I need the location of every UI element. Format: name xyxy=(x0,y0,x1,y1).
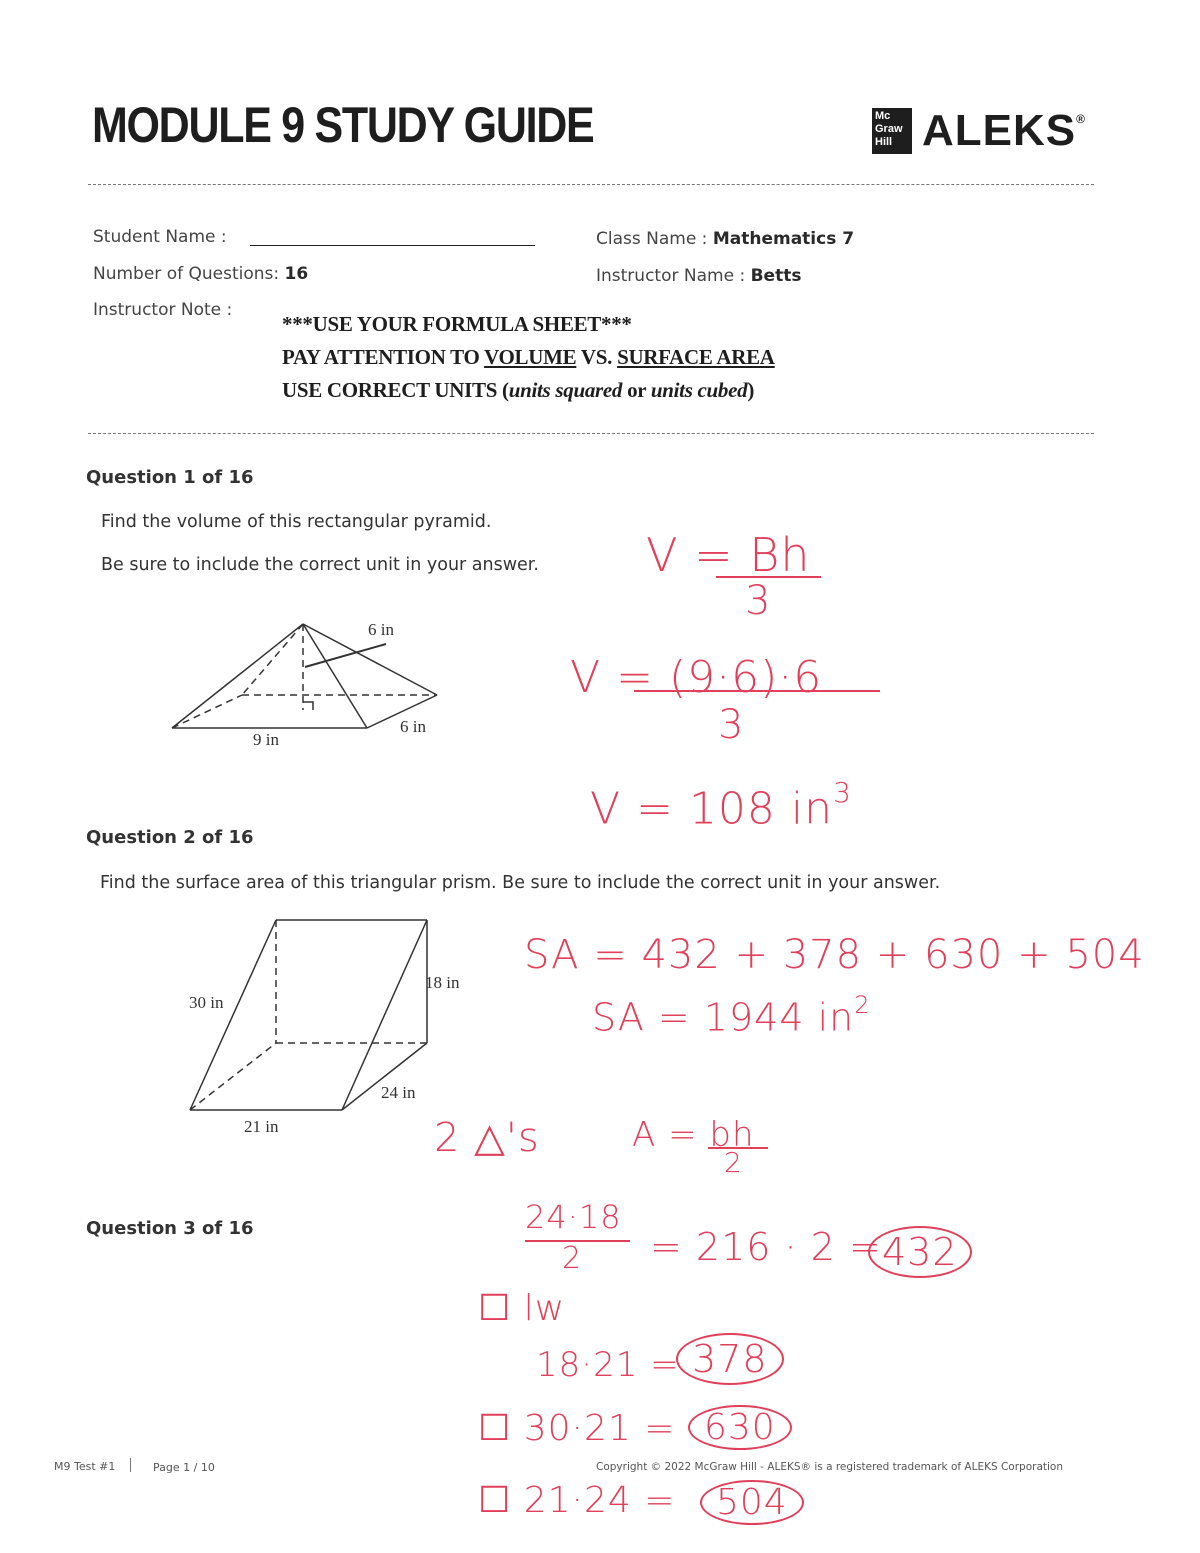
prism-30-label: 30 in xyxy=(189,993,224,1012)
hw-fraction-bar xyxy=(634,690,880,692)
question-1-instruction: Be sure to include the correct unit in your answer. xyxy=(101,555,539,575)
question-1-text: Find the volume of this rectangular pyramid. xyxy=(101,512,492,532)
hw-triangle-area-formula: A = bh xyxy=(632,1115,755,1155)
num-questions: Number of Questions: 16 xyxy=(93,264,309,284)
student-name-blank xyxy=(250,245,535,246)
note-line-1: ***USE YOUR FORMULA SHEET*** xyxy=(282,312,632,336)
pyramid-height-label: 6 in xyxy=(368,620,394,639)
divider xyxy=(88,433,1094,434)
hw-surface-area-total: SA = 1944 $in^2$ xyxy=(592,991,871,1040)
hw-rectangle-2-calc: ☐ 30·21 = xyxy=(478,1408,676,1449)
hw-rectangle-formula: ☐ lw xyxy=(478,1288,566,1329)
class-name: Class Name : Mathematics 7 xyxy=(596,229,855,249)
page-title: MODULE 9 STUDY GUIDE xyxy=(92,97,594,153)
pyramid-width-label: 6 in xyxy=(400,717,426,736)
hw-rectangle-3-calc: ☐ 21·24 = xyxy=(478,1480,676,1521)
hw-circled-378: 378 xyxy=(676,1333,784,1385)
prism-18-label: 18 in xyxy=(425,973,460,992)
triangular-prism-diagram xyxy=(180,910,480,1140)
question-1-heading: Question 1 of 16 xyxy=(86,467,254,488)
student-name-label: Student Name : xyxy=(93,227,227,247)
hw-volume-substitution: V = (9·6)·6 xyxy=(570,652,823,703)
footer-test-name: M9 Test #1 xyxy=(54,1460,116,1473)
hw-volume-denominator: 3 xyxy=(745,578,772,624)
hw-circled-630: 630 xyxy=(688,1405,792,1450)
hw-volume-formula: V = Bh xyxy=(646,528,811,582)
note-line-3: USE CORRECT UNITS (units squared or units cubed) xyxy=(282,378,755,402)
hw-circled-504: 504 xyxy=(700,1480,804,1525)
instructor-note-label: Instructor Note : xyxy=(93,300,233,320)
rectangular-pyramid-diagram xyxy=(165,610,455,760)
hw-volume-answer: V = 108 $in^3$ xyxy=(590,776,852,835)
hw-circled-432: 432 xyxy=(868,1226,972,1278)
question-2-text: Find the surface area of this triangular prism. Be sure to include the correct unit in your answer. xyxy=(100,873,941,893)
divider xyxy=(88,184,1094,185)
hw-triangle-calc-result: = 216 · 2 = xyxy=(650,1225,882,1269)
prism-21-label: 21 in xyxy=(244,1117,279,1136)
pyramid-length-label: 9 in xyxy=(253,730,279,749)
instructor-name: Instructor Name : Betts xyxy=(596,266,802,286)
note-line-2: PAY ATTENTION TO VOLUME VS. SURFACE AREA xyxy=(282,345,775,369)
hw-triangle-calc-denominator: 2 xyxy=(562,1241,583,1276)
footer-divider xyxy=(130,1458,131,1472)
question-3-heading: Question 3 of 16 xyxy=(86,1218,254,1239)
footer-page-number: Page 1 / 10 xyxy=(153,1461,215,1474)
mcgraw-hill-logo: Mc Graw Hill xyxy=(872,108,912,154)
hw-volume-denominator-2: 3 xyxy=(718,702,745,748)
aleks-logo: ALEKS® xyxy=(922,106,1086,155)
question-2-heading: Question 2 of 16 xyxy=(86,827,254,848)
hw-triangle-calc: 24·18 xyxy=(525,1198,622,1236)
hw-triangle-area-denominator: 2 xyxy=(724,1146,743,1179)
hw-rectangle-1-calc: 18·21 = xyxy=(536,1345,680,1385)
footer-copyright: Copyright © 2022 McGraw Hill - ALEKS® is a registered trademark of ALEKS Corporation xyxy=(596,1461,1064,1473)
hw-surface-area-sum: SA = 432 + 378 + 630 + 504 xyxy=(524,932,1145,978)
prism-24-label: 24 in xyxy=(381,1083,416,1102)
hw-two-triangles: 2 △'s xyxy=(434,1115,540,1161)
